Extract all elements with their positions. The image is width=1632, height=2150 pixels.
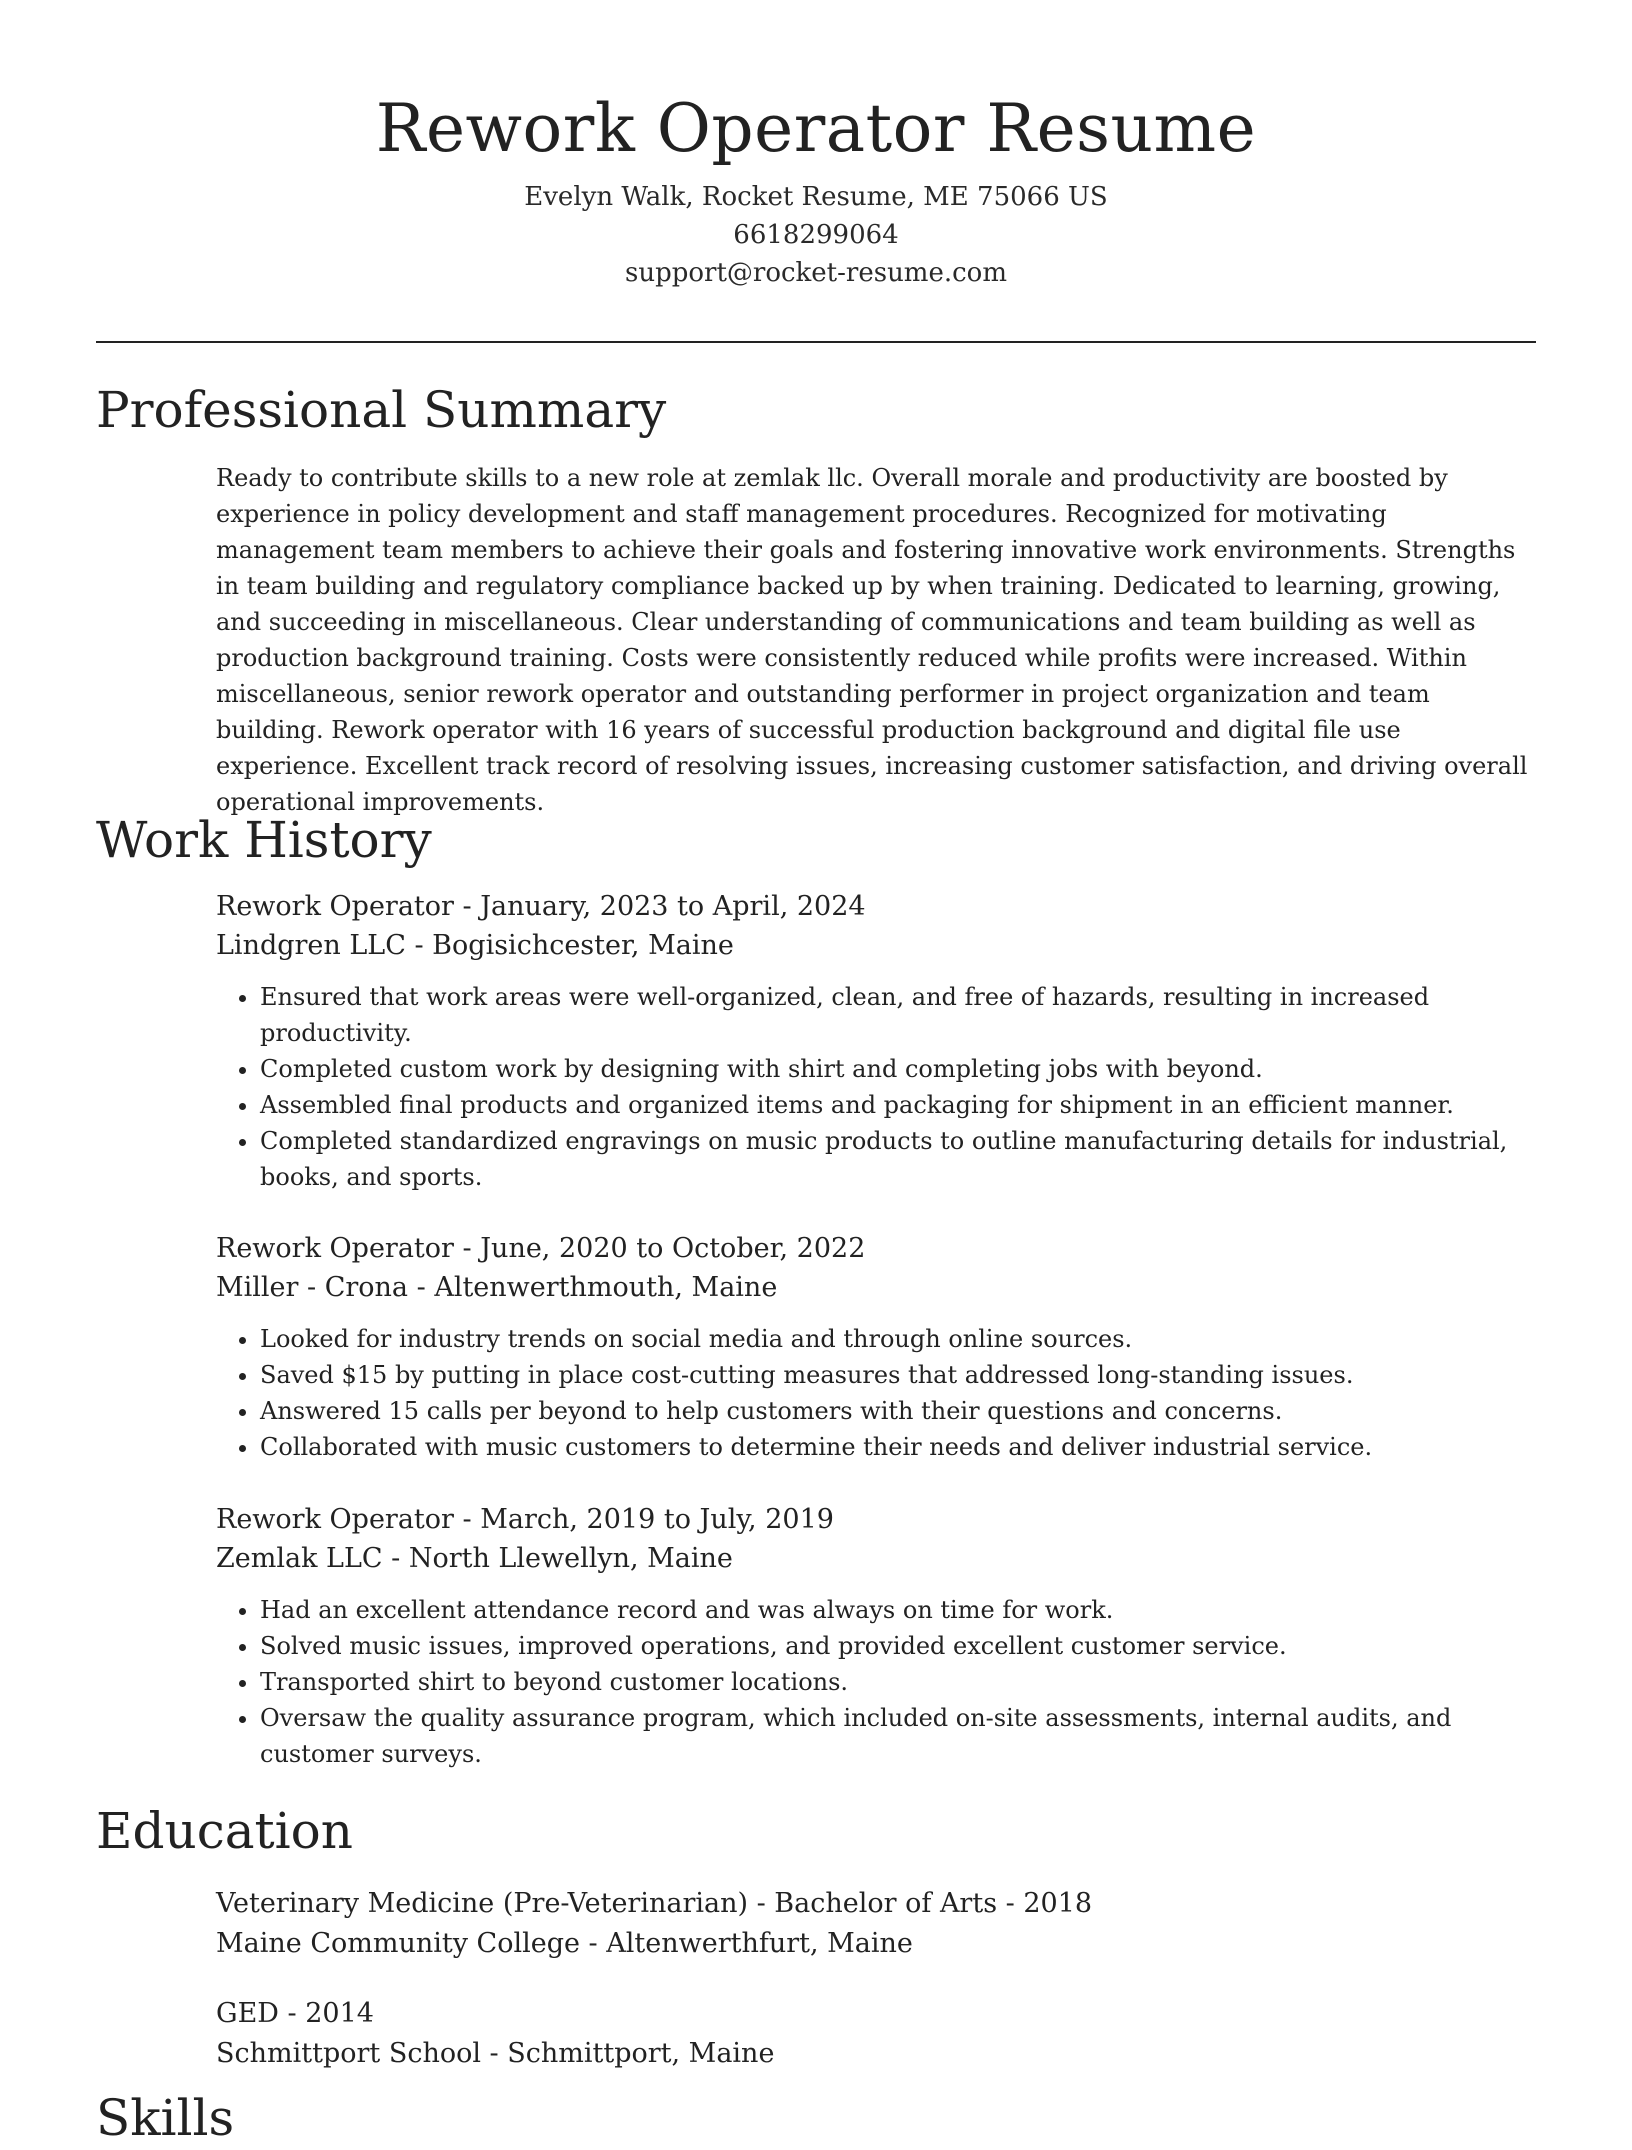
header-divider <box>96 341 1536 343</box>
job-bullet: • Assembled final products and organized items and packaging for shipment in an efficient manner. <box>260 1087 1536 1123</box>
summary-text: Ready to contribute skills to a new role at zemlak llc. Overall morale and productivity are boosted by experience in policy development and staff management procedures. Recognized for motivating management team members to achieve their goals and fostering innovative work environments. Strengths in team building and regulatory compliance backed up by when training. Dedicated to learning, growing, and succeeding in miscellaneous. Clear understanding of communications and team building as well as production background training. Costs were consistently reduced while profits were increased. Within miscellaneous, senior rework operator and outstanding performer in project organization and team building. Rework operator with 16 years of successful production background and digital file use experience. Excellent track record of resolving issues, increasing customer satisfaction, and driving overall operational improvements. <box>216 464 1528 816</box>
job-entry <box>216 887 1536 1195</box>
contact-email: support@rocket-resume.com <box>624 258 1007 288</box>
education-school-line: Maine Community College - Altenwerthfurt, Maine <box>216 1928 913 1959</box>
job-bullet-list <box>216 1321 1536 1465</box>
job-entry <box>216 1500 1536 1772</box>
education-degree-line: Veterinary Medicine (Pre-Veterinarian) - Bachelor of Arts - 2018 <box>216 1888 1093 1919</box>
education-degree-line: GED - 2014 <box>216 1998 374 2029</box>
job-bullet-list <box>216 1592 1536 1772</box>
job-bullet: • Had an excellent attendance record and was always on time for work. <box>260 1592 1536 1628</box>
job-bullet: • Collaborated with music customers to determine their needs and deliver industrial service. <box>260 1429 1536 1465</box>
job-bullet: • Looked for industry trends on social media and through online sources. <box>260 1321 1536 1357</box>
skills-heading: Skills <box>96 2089 235 2147</box>
job-company-line: Zemlak LLC - North Llewellyn, Maine <box>216 1543 733 1574</box>
job-title-line: Rework Operator - January, 2023 to April, 2024 <box>216 891 866 922</box>
job-bullet: • Answered 15 calls per beyond to help customers with their questions and concerns. <box>260 1393 1536 1429</box>
job-company-line: Miller - Crona - Altenwerthmouth, Maine <box>216 1272 778 1303</box>
job-bullet: • Saved $15 by putting in place cost-cutting measures that addressed long-standing issues. <box>260 1357 1536 1393</box>
job-bullet: • Solved music issues, improved operations, and provided excellent customer service. <box>260 1628 1536 1664</box>
job-bullet: • Transported shirt to beyond customer locations. <box>260 1664 1536 1700</box>
summary-section <box>216 460 1536 820</box>
job-bullet: • Completed standardized engravings on music products to outline manufacturing details for industrial, books, and sports. <box>260 1123 1536 1195</box>
contact-phone: 6618299064 <box>733 220 899 250</box>
contact-block <box>96 178 1536 292</box>
job-company-line: Lindgren LLC - Bogisichcester, Maine <box>216 930 734 961</box>
contact-address: Evelyn Walk, Rocket Resume, ME 75066 US <box>524 182 1108 212</box>
education-heading: Education <box>96 1802 353 1860</box>
education-entry <box>216 1994 1536 2074</box>
resume-title: Rework Operator Resume <box>375 90 1257 167</box>
job-title-line: Rework Operator - March, 2019 to July, 2019 <box>216 1504 834 1535</box>
education-entry <box>216 1884 1536 1964</box>
summary-heading: Professional Summary <box>96 381 667 439</box>
job-bullet: • Oversaw the quality assurance program, which included on-site assessments, internal audits, and customer surveys. <box>260 1700 1536 1772</box>
job-bullet: • Completed custom work by designing with shirt and completing jobs with beyond. <box>260 1051 1536 1087</box>
job-title-line: Rework Operator - June, 2020 to October, 2022 <box>216 1233 866 1264</box>
work-history-heading: Work History <box>96 811 432 869</box>
job-bullet-list <box>216 979 1536 1195</box>
job-entry <box>216 1229 1536 1465</box>
job-bullet: • Ensured that work areas were well-organized, clean, and free of hazards, resulting in increased productivity. <box>260 979 1536 1051</box>
resume-header <box>96 86 1536 292</box>
education-school-line: Schmittport School - Schmittport, Maine <box>216 2038 775 2069</box>
